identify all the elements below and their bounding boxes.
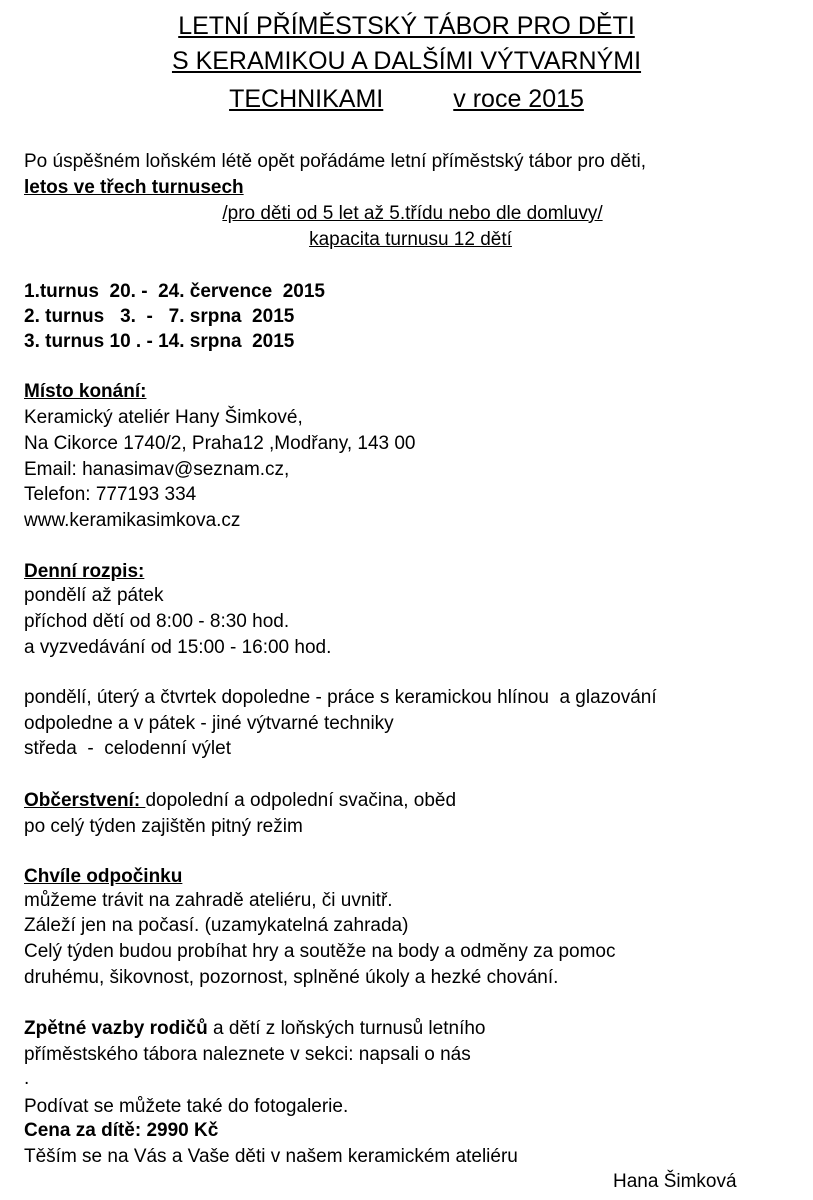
intro-line-1: Po úspěšném loňském létě opět pořádáme letní příměstský tábor pro děti, [24, 151, 647, 172]
program-line-3: středa - celodenní výlet [24, 738, 231, 759]
rozpis-heading: Denní rozpis: [24, 561, 145, 582]
title-line-2: S KERAMIKOU A DALŠÍMI VÝTVARNÝMI [171, 47, 642, 75]
signature: Hana Šimková [613, 1171, 737, 1192]
rozpis-line-3: a vyzvedávání od 15:00 - 16:00 hod. [24, 637, 332, 658]
misto-telefon: Telefon: 777193 334 [24, 484, 197, 505]
program-line-2: odpoledne a v pátek - jiné výtvarné techniky [24, 713, 394, 734]
odpocinek-line-2: Záleží jen na počasí. (uzamykatelná zahrada) [24, 915, 409, 936]
misto-line-1: Keramický ateliér Hany Šimkové, [24, 407, 303, 428]
obcerstveni-line-1 [24, 789, 456, 813]
zpetne-line-2: příměstského tábora naleznete v sekci: napsali o nás [24, 1044, 471, 1065]
intro-line-3: /pro děti od 5 let až 5.třídu nebo dle domluvy/ [222, 203, 603, 224]
rozpis-line-1: pondělí až pátek [24, 585, 164, 606]
misto-email: Email: hanasimav@seznam.cz, [24, 459, 290, 480]
odpocinek-heading: Chvíle odpočinku [24, 866, 183, 887]
zpetne-rest: a dětí z loňských turnusů letního [207, 1018, 486, 1039]
obcerstveni-text: dopolední a odpolední svačina, oběd [145, 790, 457, 811]
odpocinek-line-3: Celý týden budou probíhat hry a soutěže na body a odměny za pomoc [24, 941, 616, 962]
intro-line-4: kapacita turnusu 12 dětí [309, 229, 512, 250]
cena-line: Cena za dítě: 2990 Kč [24, 1120, 219, 1141]
fotogalerie-line: Podívat se můžete také do fotogalerie. [24, 1096, 349, 1117]
misto-web: www.keramikasimkova.cz [24, 510, 241, 531]
title-line-3-a: TECHNIKAMI [229, 85, 384, 113]
turnus-3: 3. turnus 10 . - 14. srpna 2015 [24, 331, 295, 352]
title-line-3-b: v roce 2015 [453, 85, 584, 113]
obcerstveni-heading: Občerstvení: [24, 790, 146, 811]
misto-heading: Místo konání: [24, 381, 147, 402]
misto-line-2: Na Cikorce 1740/2, Praha12 ,Modřany, 143 00 [24, 433, 416, 454]
tesim-line: Těším se na Vás a Vaše děti v našem keramickém ateliéru [24, 1146, 518, 1167]
intro-line-2: letos ve třech turnusech [24, 177, 244, 198]
title-line-1: LETNÍ PŘÍMĚSTSKÝ TÁBOR PRO DĚTI [178, 12, 635, 40]
odpocinek-line-1: můžeme trávit na zahradě ateliéru, či uvnitř. [24, 890, 393, 911]
rozpis-line-2: příchod dětí od 8:00 - 8:30 hod. [24, 611, 290, 632]
zpetne-dot: . [24, 1068, 30, 1089]
obcerstveni-line-2: po celý týden zajištěn pitný režim [24, 816, 303, 837]
title-line-3 [0, 84, 813, 114]
turnus-1: 1.turnus 20. - 24. července 2015 [24, 281, 326, 302]
zpetne-bold: Zpětné vazby rodičů [24, 1018, 208, 1039]
zpetne-line-1 [24, 1017, 485, 1041]
turnus-2: 2. turnus 3. - 7. srpna 2015 [24, 306, 295, 327]
odpocinek-line-4: druhému, šikovnost, pozornost, splněné úkoly a hezké chování. [24, 967, 559, 988]
program-line-1: pondělí, úterý a čtvrtek dopoledne - práce s keramickou hlínou a glazování [24, 687, 657, 708]
